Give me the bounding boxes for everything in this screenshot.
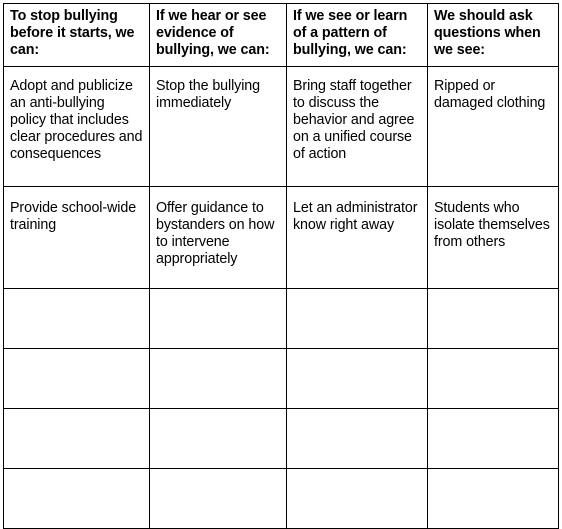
table-cell: Provide school-wide training — [4, 187, 150, 289]
table-row-empty — [4, 289, 559, 349]
table-row-empty — [4, 409, 559, 469]
table-row — [4, 67, 559, 187]
table-cell-empty — [150, 409, 287, 469]
table-cell-empty — [4, 469, 150, 529]
table-cell-empty — [4, 409, 150, 469]
table-cell-empty — [428, 289, 559, 349]
table-cell: Students who isolate themselves from others — [428, 187, 559, 289]
table-cell-empty — [287, 349, 428, 409]
table-row — [4, 187, 559, 289]
table-cell-empty — [150, 349, 287, 409]
table-cell: Bring staff together to discuss the behavior and agree on a unified course of action — [287, 67, 428, 187]
table-cell: Ripped or damaged clothing — [428, 67, 559, 187]
table-cell-empty — [428, 409, 559, 469]
table-cell-empty — [428, 349, 559, 409]
table-cell: Offer guidance to bystanders on how to intervene appropriately — [150, 187, 287, 289]
bullying-response-table — [3, 3, 559, 529]
table-cell-empty — [287, 289, 428, 349]
table-cell-empty — [287, 409, 428, 469]
table-cell-empty — [4, 289, 150, 349]
table-cell: Adopt and publicize an anti-bullying policy that includes clear procedures and consequences — [4, 67, 150, 187]
table-cell-empty — [150, 289, 287, 349]
column-header-evidence: If we hear or see evidence of bullying, we can: — [150, 4, 287, 67]
table-row-empty — [4, 349, 559, 409]
table-cell: Let an administrator know right away — [287, 187, 428, 289]
table-cell-empty — [4, 349, 150, 409]
column-header-pattern: If we see or learn of a pattern of bullying, we can: — [287, 4, 428, 67]
table-cell: Stop the bullying immediately — [150, 67, 287, 187]
table-header-row — [4, 4, 559, 67]
table-cell-empty — [150, 469, 287, 529]
table-cell-empty — [287, 469, 428, 529]
table-row-empty — [4, 469, 559, 529]
column-header-warning-signs: We should ask questions when we see: — [428, 4, 559, 67]
column-header-prevention: To stop bullying before it starts, we can: — [4, 4, 150, 67]
table-cell-empty — [428, 469, 559, 529]
